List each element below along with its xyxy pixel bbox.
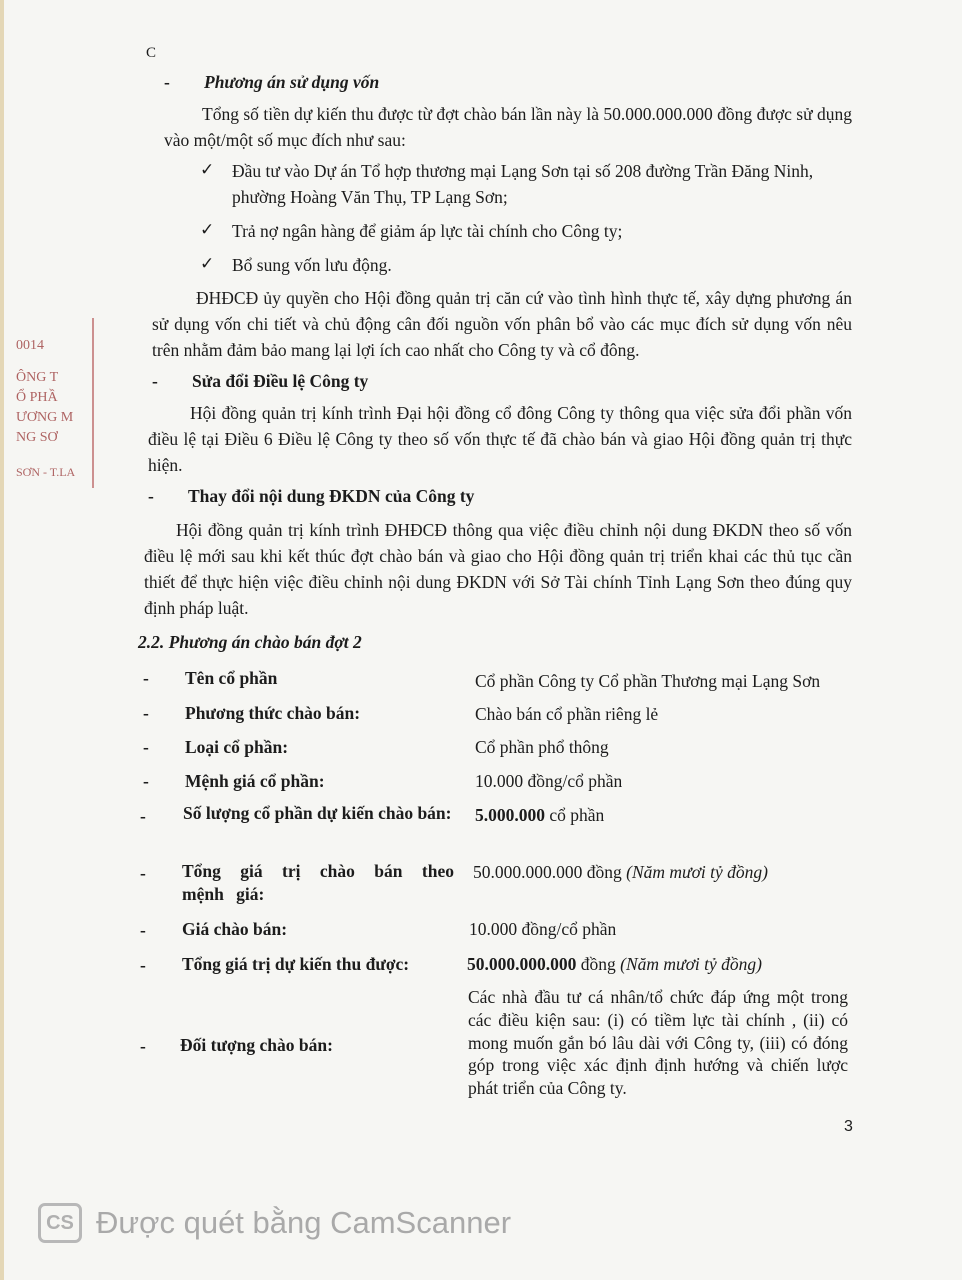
paragraph: Tổng số tiền dự kiến thu được từ đợt chào bán lần này là 50.000.000.000 đồng được sử dụng vào một/một số mục đích như sau: — [164, 104, 852, 150]
row-label: Phương thức chào bán: — [185, 703, 361, 723]
row-value-rest: cổ phần — [545, 805, 605, 825]
corner-mark: C — [146, 45, 157, 61]
stamp-line: Ổ PHẦ — [16, 390, 58, 405]
row-label: Loại cổ phần: — [185, 737, 289, 757]
paragraph: ĐHĐCĐ ủy quyền cho Hội đồng quản trị căn cứ vào tình hình thực tế, xây dựng phương án sử dụng vốn chi tiết và chủ động cân đối nguồn vốn phân bổ vào các mục đích sử dụng vốn nêu trên nhằm đảm bảo mang lại lợi ích cao nhất cho Công ty và cổ đông. — [152, 288, 852, 360]
row-value-italic: (Năm mươi tỷ đồng) — [626, 862, 768, 882]
dash-marker: - — [152, 371, 158, 391]
stamp-line: ƯƠNG M — [16, 410, 74, 425]
dash-marker: - — [148, 486, 154, 506]
bullet-item: Trả nợ ngân hàng để giảm áp lực tài chính cho Công ty; — [232, 221, 623, 241]
dash-marker: - — [140, 920, 146, 940]
row-value-rest: đồng — [576, 954, 621, 974]
section-heading: Sửa đổi Điều lệ Công ty — [192, 371, 369, 391]
stamp-line: SƠN - T.LA — [16, 465, 76, 479]
dash-marker: - — [143, 703, 149, 723]
row-value: 10.000 đồng/cổ phần — [469, 919, 617, 939]
row-label: Mệnh giá cổ phần: — [185, 771, 325, 791]
page-number: 3 — [844, 1118, 853, 1135]
check-icon: ✓ — [200, 160, 215, 179]
dash-marker: - — [143, 771, 149, 791]
page-edge — [0, 0, 4, 1280]
row-label: Số lượng cổ phần dự kiến chào bán: — [183, 803, 452, 823]
stamp-line: ÔNG T — [16, 370, 59, 385]
dash-marker: - — [164, 72, 170, 92]
row-value — [467, 951, 857, 977]
row-value-rest: 50.000.000.000 đồng — [473, 862, 627, 882]
row-label: Đối tượng chào bán: — [180, 1035, 333, 1055]
dash-marker: - — [143, 737, 149, 757]
check-icon: ✓ — [200, 220, 215, 239]
stamp-line: 0014 — [16, 338, 44, 353]
dash-marker: - — [140, 806, 146, 826]
dash-marker: - — [140, 863, 146, 883]
stamp-line: NG SƠ — [16, 430, 58, 445]
row-value: Các nhà đầu tư cá nhân/tổ chức đáp ứng một trong các điều kiện sau: (i) có tiềm lực tài chính , (ii) có mong muốn gắn bó lâu dài với Công ty, (iii) có đóng góp trong việc xác định định hướng và chiến lược phát triển của Công ty. — [468, 987, 848, 1099]
row-value — [473, 859, 863, 885]
scanner-watermark: Được quét bằng CamScanner — [96, 1205, 512, 1240]
row-value: Cổ phần phổ thông — [475, 737, 609, 757]
subsection-heading: 2.2. Phương án chào bán đợt 2 — [138, 632, 362, 652]
bullet-item: Đầu tư vào Dự án Tổ hợp thương mại Lạng Sơn tại số 208 đường Trần Đăng Ninh, phường Hoàng Văn Thụ, TP Lạng Sơn; — [232, 161, 814, 207]
dash-marker: - — [143, 668, 149, 688]
row-value-bold: 50.000.000.000 — [467, 954, 577, 974]
row-label: Tên cổ phần — [185, 668, 278, 688]
row-value-bold: 5.000.000 — [475, 805, 545, 825]
paragraph: Hội đồng quản trị kính trình Đại hội đồng cổ đông Công ty thông qua việc sửa đổi phần vốn điều lệ tại Điều 6 Điều lệ Công ty theo số vốn thực tế đã chào bán và giao Hội đồng quản trị thực hiện. — [148, 403, 852, 475]
company-stamp — [0, 318, 94, 488]
row-value-italic: (Năm mươi tỷ đồng) — [620, 954, 762, 974]
bullet-item: Bổ sung vốn lưu động. — [232, 255, 392, 275]
row-value: Chào bán cổ phần riêng lẻ — [475, 704, 659, 724]
check-icon: ✓ — [200, 254, 215, 273]
row-label: Giá chào bán: — [182, 919, 288, 939]
camscanner-logo-icon: CS — [38, 1203, 82, 1243]
section-heading: Thay đổi nội dung ĐKDN của Công ty — [188, 486, 475, 506]
section-heading: Phương án sử dụng vốn — [204, 72, 380, 92]
row-label: Tổng giá trị dự kiến thu được: — [182, 954, 410, 974]
row-label: Tổng giá trị chào bán theo mệnh giá: — [182, 861, 454, 904]
dash-marker: - — [140, 955, 146, 975]
row-value: 10.000 đồng/cổ phần — [475, 771, 623, 791]
dash-marker: - — [140, 1036, 146, 1056]
row-value: Cổ phần Công ty Cổ phần Thương mại Lạng Sơn — [475, 671, 821, 691]
row-value — [475, 802, 855, 828]
paragraph: Hội đồng quản trị kính trình ĐHĐCĐ thông qua việc điều chỉnh nội dung ĐKDN theo số vốn điều lệ mới sau khi kết thúc đợt chào bán và giao cho Hội đồng quản trị triển khai các thủ tục cần thiết để thực hiện việc điều chỉnh nội dung ĐKDN với Sở Tài chính Tỉnh Lạng Sơn theo đúng quy định pháp luật. — [144, 520, 852, 618]
